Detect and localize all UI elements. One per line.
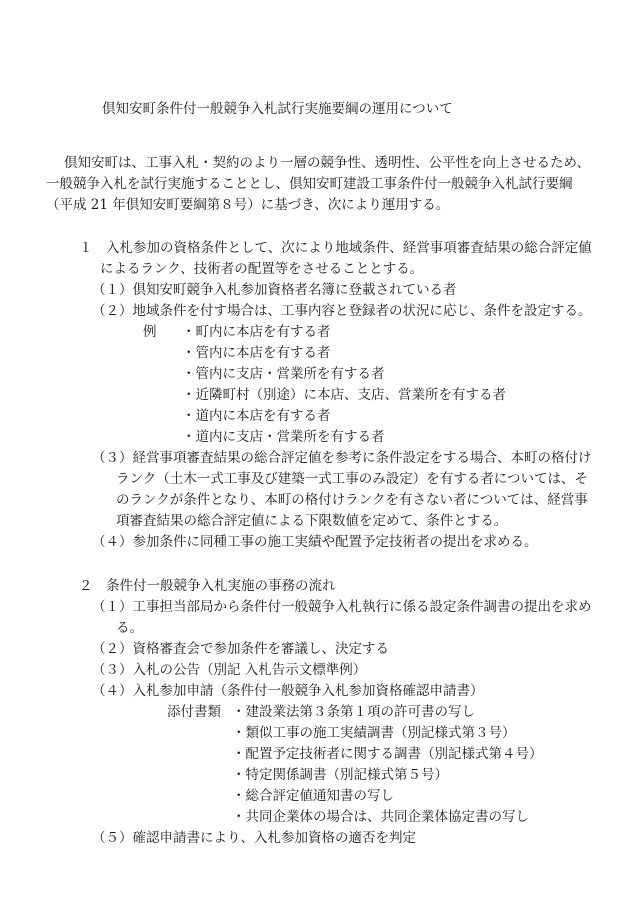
- section2-item-1-line-2: る。: [116, 620, 143, 636]
- example-bullet-1: ・町内に本店を有する者: [182, 324, 331, 340]
- attachment-6: ・共同企業体の場合は、共同企業体協定書の写し: [232, 809, 529, 825]
- section2-item-4: （４）入札参加申請（条件付一般競争入札参加資格確認申請書）: [92, 683, 484, 699]
- example-bullet-6: ・道内に支店・営業所を有する者: [182, 429, 385, 445]
- document-title: 倶知安町条件付一般競争入札試行実施要綱の運用について: [102, 101, 453, 117]
- attachment-5: ・総合評定値通知書の写し: [232, 788, 394, 804]
- intro-line-2: 一般競争入札を試行実施することとし、倶知安町建設工事条件付一般競争入札試行要綱: [46, 176, 573, 192]
- example-bullet-3: ・管内に支店・営業所を有する者: [182, 366, 385, 382]
- attachment-4: ・特定関係調書（別記様式第５号）: [232, 767, 448, 783]
- section2-item-2: （２）資格審査会で参加条件を審議し、決定する: [92, 641, 389, 657]
- section1-item-3-line-3: のランクが条件となり、本町の格付けランクを有さない者については、経営事: [116, 492, 588, 508]
- section2-item-1-line-1: （１）工事担当部局から条件付一般競争入札執行に係る設定条件調書の提出を求め: [92, 599, 592, 615]
- section2-heading: ２ 条件付一般競争入札実施の事務の流れ: [79, 578, 336, 594]
- section1-item-3-line-4: 項審査結果の総合評定値による下限数値を定めて、条件とする。: [116, 513, 508, 529]
- section1-item-1: （１）倶知安町競争入札参加資格者名簿に登載されている者: [92, 282, 457, 298]
- section1-heading-line-2: によるランク、技術者の配置等をさせることとする。: [100, 261, 424, 277]
- intro-line-1: 倶知安町は、工事入札・契約のより一層の競争性、透明性、公平性を向上させるため、: [64, 155, 590, 171]
- section2-item-5: （５）確認申請書により、入札参加資格の適否を判定: [92, 830, 416, 846]
- attachment-label: 添付書類: [167, 704, 221, 720]
- section1-item-2: （２）地域条件を付す場合は、工事内容と登録者の状況に応じ、条件を設定する。: [92, 303, 592, 319]
- section1-item-4: （４）参加条件に同種工事の施工実績や配置予定技術者の提出を求める。: [92, 534, 538, 550]
- example-bullet-5: ・道内に本店を有する者: [182, 408, 331, 424]
- attachment-2: ・類似工事の施工実績調書（別記様式第３号）: [232, 725, 516, 741]
- section2-item-3: （３）入札の公告（別記 入札告示文標準例）: [92, 662, 367, 678]
- attachment-3: ・配置予定技術者に関する調書（別記様式第４号）: [232, 746, 543, 762]
- section1-item-3-line-1: （３）経営事項審査結果の総合評定値を参考に条件設定をする場合、本町の格付け: [92, 450, 592, 466]
- attachment-1: ・建設業法第３条第１項の許可書の写し: [232, 704, 475, 720]
- section1-heading-line-1: １ 入札参加の資格条件として、次により地域条件、経営事項審査結果の総合評定値: [79, 240, 592, 256]
- example-label: 例: [143, 324, 157, 340]
- example-bullet-2: ・管内に本店を有する者: [182, 345, 331, 361]
- section1-item-3-line-2: ランク（土木一式工事及び建築一式工事のみ設定）を有する者については、そ: [116, 471, 588, 487]
- example-bullet-4: ・近隣町村（別途）に本店、支店、営業所を有する者: [182, 387, 506, 403]
- intro-line-3: （平成 21 年倶知安町要綱第８号）に基づき、次により運用する。: [46, 197, 450, 213]
